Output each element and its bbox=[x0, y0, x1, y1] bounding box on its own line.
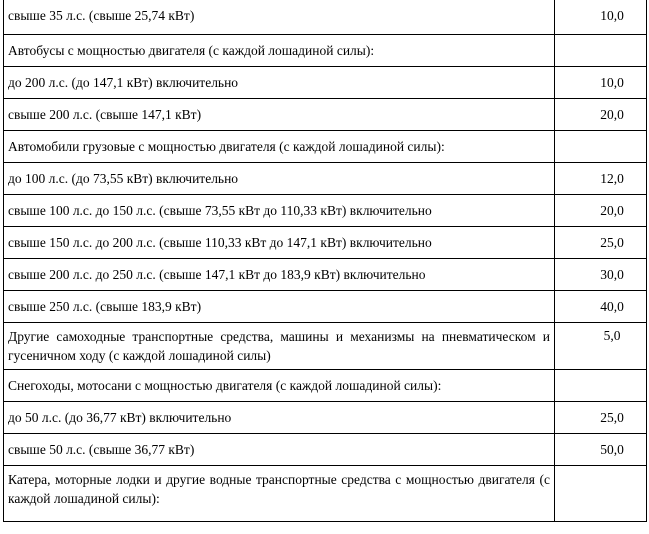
table-row bbox=[4, 291, 647, 323]
table-row bbox=[4, 370, 647, 402]
table-row bbox=[4, 67, 647, 99]
table-row bbox=[4, 227, 647, 259]
row-rate bbox=[555, 163, 647, 195]
row-rate bbox=[555, 0, 647, 35]
row-rate bbox=[555, 434, 647, 466]
row-rate bbox=[555, 131, 647, 163]
table-row bbox=[4, 35, 647, 67]
row-description: Автобусы с мощностью двигателя (с каждой лошадиной силы): bbox=[4, 35, 555, 67]
table-row bbox=[4, 323, 647, 370]
table-row bbox=[4, 99, 647, 131]
row-rate bbox=[555, 35, 647, 67]
rate-value: 10,0 bbox=[600, 8, 624, 23]
rate-value: 30,0 bbox=[600, 266, 624, 282]
row-rate bbox=[555, 291, 647, 323]
row-description: свыше 100 л.с. до 150 л.с. (свыше 73,55 кВт до 110,33 кВт) включительно bbox=[4, 195, 555, 227]
row-description: свыше 200 л.с. (свыше 147,1 кВт) bbox=[4, 99, 555, 131]
rate-value: 40,0 bbox=[600, 298, 624, 314]
row-description: до 100 л.с. (до 73,55 кВт) включительно bbox=[4, 163, 555, 195]
table-row bbox=[4, 402, 647, 434]
row-description: свыше 200 л.с. до 250 л.с. (свыше 147,1 кВт до 183,9 кВт) включительно bbox=[4, 259, 555, 291]
table-row bbox=[4, 195, 647, 227]
table-row bbox=[4, 259, 647, 291]
row-rate bbox=[555, 227, 647, 259]
row-description: Катера, моторные лодки и другие водные транспортные средства с мощностью двигателя (с каждой лошадиной силы): bbox=[4, 466, 555, 522]
row-rate bbox=[555, 195, 647, 227]
table-row bbox=[4, 163, 647, 195]
row-description: свыше 250 л.с. (свыше 183,9 кВт) bbox=[4, 291, 555, 323]
row-description: до 200 л.с. (до 147,1 кВт) включительно bbox=[4, 67, 555, 99]
row-rate bbox=[555, 402, 647, 434]
row-rate bbox=[555, 370, 647, 402]
rate-value: 20,0 bbox=[600, 106, 624, 122]
row-description: свыше 50 л.с. (свыше 36,77 кВт) bbox=[4, 434, 555, 466]
rate-value: 5,0 bbox=[603, 328, 621, 343]
row-rate bbox=[555, 67, 647, 99]
row-description: Автомобили грузовые с мощностью двигателя (с каждой лошадиной силы): bbox=[4, 131, 555, 163]
table-row bbox=[4, 434, 647, 466]
row-rate bbox=[555, 99, 647, 131]
row-rate bbox=[555, 323, 647, 370]
table-row bbox=[4, 466, 647, 522]
row-description: свыше 150 л.с. до 200 л.с. (свыше 110,33 кВт до 147,1 кВт) включительно bbox=[4, 227, 555, 259]
table-row bbox=[4, 0, 647, 35]
tax-rate-table bbox=[3, 0, 647, 522]
row-description: до 50 л.с. (до 36,77 кВт) включительно bbox=[4, 402, 555, 434]
row-description: Другие самоходные транспортные средства, машины и механизмы на пневматическом и гусеничном ходу (с каждой лошадиной силы) bbox=[4, 323, 555, 370]
row-description: Снегоходы, мотосани с мощностью двигателя (с каждой лошадиной силы): bbox=[4, 370, 555, 402]
row-rate bbox=[555, 259, 647, 291]
row-rate bbox=[555, 466, 647, 522]
rate-value: 25,0 bbox=[600, 409, 624, 425]
row-description: свыше 35 л.с. (свыше 25,74 кВт) bbox=[4, 0, 555, 35]
rate-value: 25,0 bbox=[600, 234, 624, 250]
rate-value: 50,0 bbox=[600, 441, 624, 457]
table-row bbox=[4, 131, 647, 163]
rate-value: 10,0 bbox=[600, 74, 624, 90]
rate-value: 20,0 bbox=[600, 202, 624, 218]
rate-value: 12,0 bbox=[600, 170, 624, 186]
